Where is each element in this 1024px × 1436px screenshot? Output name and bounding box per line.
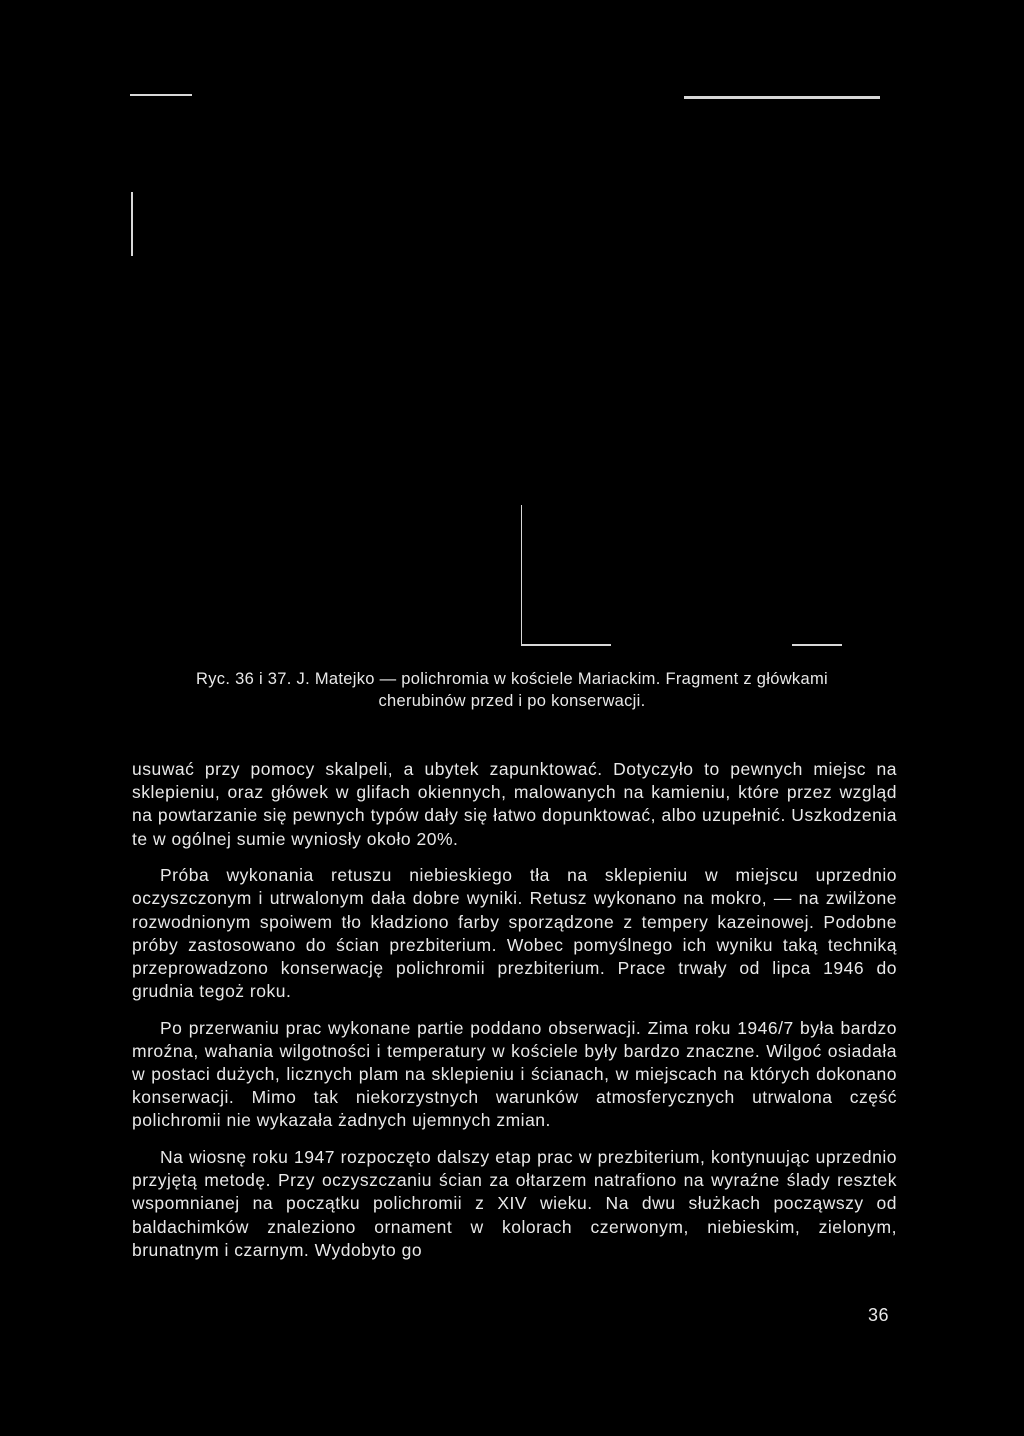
figure-caption-line-1: Ryc. 36 i 37. J. Matejko — polichromia w kościele Mariackim. Fragment z główkami — [196, 670, 828, 688]
figure-inner-edge — [521, 505, 522, 645]
figure-left-edge — [131, 192, 133, 256]
figure-top-rule-right — [684, 96, 880, 99]
figure-caption — [96, 668, 928, 712]
figure-bottom-rule-right — [792, 644, 842, 646]
paragraph-3: Po przerwaniu prac wykonane partie poddano obserwacji. Zima roku 1946/7 była bardzo mroźna, wahania wilgotności i temperatury w kościele były bardzo znaczne. Wilgoć osiadała w postaci dużych, licznych plam na sklepieniu i ścianach, w miejscach na których dokonano konserwacji. Mimo tak niekorzystnych warunków atmosferycznych utrwalona część polichromii nie wykazała żadnych ujemnych zmian. — [132, 1017, 897, 1131]
figure-caption-line-2: cherubinów przed i po konserwacji. — [378, 692, 646, 710]
paragraph-1: usuwać przy pomocy skalpeli, a ubytek zapunktować. Dotyczyło to pewnych miejsc na sklepieniu, oraz główek w glifach okiennych, malowanych na kamieniu, które przez wzgląd na powtarzanie się pewnych typów dały się łatwo dopunktować, albo uzupełnić. Uszkodzenia te w ogólnej sumie wyniosły około 20%. — [132, 759, 897, 849]
paragraph-4: Na wiosnę roku 1947 rozpoczęto dalszy etap prac w prezbiterium, kontynuując uprzednio przyjętą metodę. Przy oczyszczaniu ścian za ołtarzem natrafiono na wyraźne ślady resztek wspomnianej na początku polichromii z XIV wieku. Na dwu służkach począwszy od baldachimków znaleziono ornament w kolorach czerwonym, niebieskim, zielonym, brunatnym i czarnym. Wydobyto go — [132, 1146, 897, 1260]
paragraph-2: Próba wykonania retuszu niebieskiego tła na sklepieniu w miejscu uprzednio oczyszczonym i utrwalonym dała dobre wyniki. Retusz wykonano na mokro, — na zwilżone rozwodnionym spoiwem tło kładziono farby sporządzone z tempery kazeinowej. Podobne próby zastosowano do ścian prezbiterium. Wobec pomyślnego ich wyniku taką techniką przeprowadzono konserwację polichromii prezbiterium. Prace trwały od lipca 1946 do grudnia tegoż roku. — [132, 865, 897, 1002]
figure-top-rule-left — [130, 94, 192, 96]
body-text — [132, 758, 897, 1275]
figure-bottom-rule-left — [521, 644, 611, 646]
page-number: 36 — [868, 1305, 890, 1325]
